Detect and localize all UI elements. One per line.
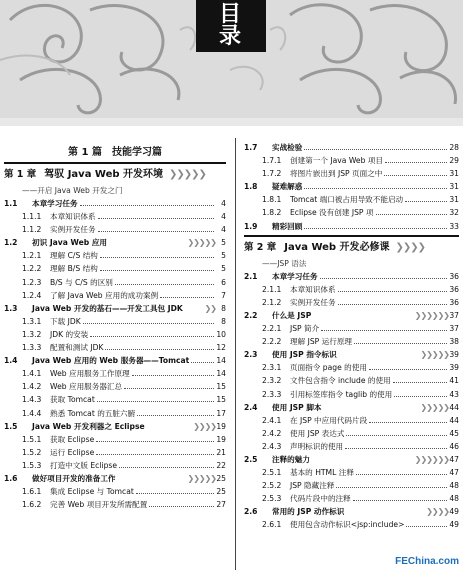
page-number: 33 bbox=[449, 221, 459, 231]
entry-number: 1.7.1 bbox=[262, 156, 282, 166]
toc-subsection-entry[interactable] bbox=[4, 262, 226, 275]
dot-leader bbox=[394, 396, 447, 397]
entry-title: 使用 JSP 表达式 bbox=[290, 428, 345, 438]
entry-title: Java Web 开发利器之 Eclipse bbox=[32, 421, 145, 431]
entry-number: 1.3.2 bbox=[22, 329, 42, 339]
chevrons-icon: ❯❯❯❯❯ bbox=[187, 238, 216, 248]
dot-leader bbox=[376, 214, 448, 215]
page-number: 49 bbox=[449, 520, 459, 530]
page-number: 28 bbox=[449, 143, 459, 152]
entry-title: 配置和测试 JDK bbox=[50, 343, 104, 353]
chapter-title: 驾驭 Java Web 开发环境 bbox=[44, 169, 164, 180]
entry-title: Web 应用服务器汇总 bbox=[50, 382, 123, 392]
entry-number: 1.7.2 bbox=[262, 169, 282, 179]
entry-title: 初识 Java Web 应用 bbox=[32, 238, 108, 248]
page-number: 31 bbox=[449, 182, 459, 192]
entry-number: 1.1.1 bbox=[22, 212, 42, 222]
entry-number: 1.5.1 bbox=[22, 434, 42, 444]
page-number: 27 bbox=[216, 500, 226, 510]
entry-title: Web 应用服务工作原理 bbox=[50, 369, 130, 379]
entry-number: 2.4.3 bbox=[262, 441, 282, 451]
entry-title: 注释的魅力 bbox=[272, 454, 310, 464]
toc-subsection-entry[interactable] bbox=[4, 367, 226, 380]
page-number: 48 bbox=[449, 494, 459, 504]
page-number: 47 bbox=[449, 454, 459, 464]
dot-leader bbox=[132, 375, 214, 376]
toc-subsection-entry[interactable] bbox=[244, 374, 459, 387]
toc-subsection-entry[interactable] bbox=[244, 167, 459, 180]
page-number: 5 bbox=[221, 238, 226, 248]
toc-subsection-entry[interactable] bbox=[4, 341, 226, 354]
dot-leader bbox=[119, 467, 214, 468]
page-number: 17 bbox=[216, 408, 226, 418]
toc-subsection-entry[interactable] bbox=[4, 249, 226, 262]
toc-section-entry[interactable] bbox=[244, 401, 459, 414]
dot-leader bbox=[369, 369, 447, 370]
page-number: 46 bbox=[449, 441, 459, 451]
dot-leader bbox=[321, 330, 447, 331]
page-number: 4 bbox=[221, 199, 226, 208]
entry-number: 2.1.2 bbox=[262, 297, 282, 307]
dot-leader bbox=[83, 323, 214, 324]
entry-number: 2.1 bbox=[244, 271, 258, 281]
entry-number: 1.5.3 bbox=[22, 460, 42, 470]
entry-title: 精彩回顾 bbox=[272, 221, 303, 231]
page-number: 37 bbox=[449, 324, 459, 334]
toc-subsection-entry[interactable] bbox=[4, 459, 226, 472]
page-number: 15 bbox=[216, 395, 226, 405]
entry-title: 声明标识的使用 bbox=[290, 441, 344, 451]
toc-list bbox=[244, 270, 459, 532]
entry-title: 将图片嵌出到 JSP 页面之中 bbox=[290, 169, 383, 179]
entry-title: 实例开发任务 bbox=[50, 225, 96, 235]
page-number: 37 bbox=[449, 310, 459, 320]
page-number: 36 bbox=[449, 297, 459, 307]
toc-subsection-entry[interactable] bbox=[4, 315, 226, 328]
toc-section-entry[interactable] bbox=[244, 505, 459, 518]
page-number: 15 bbox=[216, 382, 226, 392]
entry-title: 在 JSP 中应用代码片段 bbox=[290, 415, 368, 425]
entry-title: 创建第一个 Java Web 项目 bbox=[290, 156, 383, 166]
entry-title: 使用 JSP 脚本 bbox=[272, 402, 322, 412]
dot-leader bbox=[345, 448, 447, 449]
page-number: 32 bbox=[449, 208, 459, 218]
column-divider bbox=[235, 138, 236, 570]
dot-leader bbox=[384, 175, 447, 176]
entry-number: 1.1 bbox=[4, 199, 18, 208]
entry-title: 打造中文版 Eclipse bbox=[50, 460, 118, 470]
page-number: 5 bbox=[221, 264, 226, 274]
toc-subsection-entry[interactable] bbox=[4, 393, 226, 406]
toc-section-entry[interactable] bbox=[244, 141, 459, 154]
entry-number: 2.5.1 bbox=[262, 468, 282, 478]
page-number: 39 bbox=[449, 363, 459, 373]
toc-subsection-entry[interactable] bbox=[4, 380, 226, 393]
dot-leader bbox=[96, 441, 214, 442]
entry-number: 2.2 bbox=[244, 310, 258, 320]
toc-section-entry[interactable] bbox=[244, 180, 459, 193]
chevrons-icon: ❯❯❯❯❯❯ bbox=[414, 310, 449, 320]
entry-title: 获取 Tomcat bbox=[50, 395, 95, 405]
entry-number: 2.6 bbox=[244, 507, 258, 517]
page-title: 目录 bbox=[196, 0, 266, 52]
page-number: 44 bbox=[449, 415, 459, 425]
entry-number: 2.3 bbox=[244, 350, 258, 360]
page-number: 12 bbox=[216, 343, 226, 353]
toc-subsection-entry[interactable] bbox=[244, 283, 459, 296]
entry-title: 本章学习任务 bbox=[32, 199, 78, 208]
dot-leader bbox=[338, 291, 447, 292]
entry-title: 本章知识体系 bbox=[290, 284, 336, 294]
entry-number: 1.6.1 bbox=[22, 487, 42, 497]
entry-number: 2.4 bbox=[244, 402, 258, 412]
toc-subsection-entry[interactable] bbox=[4, 328, 226, 341]
toc-section-entry[interactable] bbox=[4, 472, 226, 485]
entry-number: 2.5 bbox=[244, 454, 258, 464]
toc-subsection-entry[interactable] bbox=[244, 193, 459, 206]
page-number: 8 bbox=[221, 316, 226, 326]
page-number: 19 bbox=[216, 434, 226, 444]
entry-title: 使用包含动作标识<jsp:include> bbox=[290, 520, 405, 530]
dot-leader bbox=[338, 304, 447, 305]
dot-leader bbox=[160, 297, 214, 298]
entry-number: 1.2.3 bbox=[22, 277, 42, 287]
entry-number: 2.3.3 bbox=[262, 389, 282, 399]
entry-title: 完善 Web 项目开发所需配置 bbox=[50, 500, 148, 510]
toc-subsection-entry[interactable] bbox=[244, 388, 459, 401]
toc-subsection-entry[interactable] bbox=[244, 518, 459, 531]
entry-title: 文件包含指令 include 的使用 bbox=[290, 376, 391, 386]
entry-title: 下载 JDK bbox=[50, 316, 81, 326]
entry-number: 1.2.1 bbox=[22, 251, 42, 261]
dot-leader bbox=[406, 526, 447, 527]
toc-subsection-entry[interactable] bbox=[4, 446, 226, 459]
toc-section-entry[interactable] bbox=[244, 348, 459, 361]
page-number: 19 bbox=[216, 421, 226, 431]
toc-subsection-entry[interactable] bbox=[244, 206, 459, 219]
dot-leader bbox=[100, 257, 214, 258]
dot-leader bbox=[80, 205, 214, 206]
dot-leader bbox=[149, 506, 214, 507]
chapter-1-heading[interactable] bbox=[4, 162, 226, 197]
entry-number: 1.3.1 bbox=[22, 316, 42, 326]
chevrons-icon: ❯❯❯❯❯ bbox=[187, 473, 216, 483]
entry-number: 2.6.1 bbox=[262, 520, 282, 530]
dot-leader bbox=[393, 382, 447, 383]
page-number: 8 bbox=[221, 303, 226, 313]
entry-title: JSP 简介 bbox=[290, 324, 320, 334]
dot-leader bbox=[105, 349, 214, 350]
dot-leader bbox=[191, 362, 214, 363]
toc-subsection-entry[interactable] bbox=[244, 322, 459, 335]
page-number: 47 bbox=[449, 468, 459, 478]
entry-title: 代码片段中的注释 bbox=[290, 494, 351, 504]
entry-title: 使用 JSP 指令标识 bbox=[272, 350, 337, 360]
entry-number: 2.5.3 bbox=[262, 494, 282, 504]
page-number: 29 bbox=[449, 156, 459, 166]
page-number: 14 bbox=[216, 369, 226, 379]
toc-subsection-entry[interactable] bbox=[244, 479, 459, 492]
toc-subsection-entry[interactable] bbox=[4, 407, 226, 420]
entry-number: 1.5.2 bbox=[22, 447, 42, 457]
dot-leader bbox=[353, 500, 447, 501]
dot-leader bbox=[320, 278, 447, 279]
page-number: 48 bbox=[449, 481, 459, 491]
toc-section-entry[interactable] bbox=[4, 197, 226, 210]
toc-subsection-entry[interactable] bbox=[244, 492, 459, 505]
entry-title: 实例开发任务 bbox=[290, 297, 336, 307]
entry-title: 运行 Eclipse bbox=[50, 447, 95, 457]
entry-number: 1.2 bbox=[4, 238, 18, 248]
toc-section-entry[interactable] bbox=[4, 236, 226, 249]
entry-number: 2.2.1 bbox=[262, 324, 282, 334]
dot-leader bbox=[356, 474, 447, 475]
chevrons-icon: ❯❯❯❯❯ bbox=[169, 169, 206, 180]
dot-leader bbox=[304, 188, 447, 189]
page-number: 4 bbox=[221, 225, 226, 235]
entry-title: 获取 Eclipse bbox=[50, 434, 95, 444]
entry-number: 1.6.2 bbox=[22, 500, 42, 510]
toc-subsection-entry[interactable] bbox=[244, 440, 459, 453]
page-number: 10 bbox=[216, 329, 226, 339]
entry-number: 1.9 bbox=[244, 221, 258, 231]
entry-number: 1.1.2 bbox=[22, 225, 42, 235]
entry-number: 1.4.4 bbox=[22, 408, 42, 418]
toc-subsection-entry[interactable] bbox=[4, 223, 226, 236]
toc-section-entry[interactable] bbox=[4, 302, 226, 315]
chapter-number: 第 2 章 bbox=[244, 241, 277, 253]
chevrons-icon: ❯❯❯❯ bbox=[193, 421, 216, 431]
toc-section-entry[interactable] bbox=[244, 453, 459, 466]
dot-leader bbox=[346, 435, 447, 436]
page-number: 21 bbox=[216, 447, 226, 457]
dot-leader bbox=[304, 228, 447, 229]
toc-section-entry[interactable] bbox=[244, 309, 459, 322]
entry-title: Java Web 开发的基石——开发工具包 JDK bbox=[32, 303, 183, 313]
chapter-title: Java Web 开发必修课 bbox=[284, 241, 390, 253]
chapter-subtitle: ——JSP 语法 bbox=[262, 258, 307, 268]
dot-leader bbox=[98, 218, 214, 219]
page-number: 4 bbox=[221, 212, 226, 222]
toc-subsection-entry[interactable] bbox=[4, 433, 226, 446]
entry-number: 1.4.1 bbox=[22, 369, 42, 379]
entry-title: 做好项目开发的准备工作 bbox=[32, 473, 116, 483]
entry-number: 2.5.2 bbox=[262, 481, 282, 491]
entry-number: 2.2.2 bbox=[262, 337, 282, 347]
toc-list bbox=[4, 197, 226, 511]
entry-title: 理解 B/S 结构 bbox=[50, 264, 98, 274]
chevrons-icon: ❯❯❯❯ bbox=[395, 241, 426, 253]
entry-title: 常用的 JSP 动作标识 bbox=[272, 507, 345, 517]
toc-subsection-entry[interactable] bbox=[4, 210, 226, 223]
entry-title: JDK 的安装 bbox=[50, 329, 89, 339]
dot-leader bbox=[96, 454, 214, 455]
entry-number: 1.4.2 bbox=[22, 382, 42, 392]
dot-leader bbox=[304, 149, 447, 150]
dot-leader bbox=[90, 336, 214, 337]
entry-title: 集成 Eclipse 与 Tomcat bbox=[50, 487, 134, 497]
toc-subsection-entry[interactable] bbox=[244, 466, 459, 479]
page-number: 25 bbox=[216, 473, 226, 483]
page-number: 14 bbox=[216, 356, 226, 366]
page-number: 49 bbox=[449, 507, 459, 517]
dot-leader bbox=[97, 401, 214, 402]
dot-leader bbox=[98, 231, 214, 232]
page-number: 39 bbox=[449, 350, 459, 360]
entry-title: Java Web 应用的 Web 服务器——Tomcat bbox=[32, 356, 190, 366]
page-number: 6 bbox=[221, 277, 226, 287]
page-number: 31 bbox=[449, 169, 459, 179]
page-number: 22 bbox=[216, 460, 226, 470]
toc-left-column bbox=[4, 138, 226, 511]
chapter-number: 第 1 章 bbox=[4, 169, 37, 180]
entry-title: 实战检验 bbox=[272, 143, 303, 152]
chevrons-icon: ❯❯❯❯❯ bbox=[420, 402, 449, 412]
page-number: 38 bbox=[449, 337, 459, 347]
dot-leader bbox=[100, 270, 214, 271]
entry-title: B/S 与 C/S 的区别 bbox=[50, 277, 113, 287]
toc-subsection-entry[interactable] bbox=[4, 498, 226, 511]
dot-leader bbox=[369, 422, 447, 423]
entry-title: 引用标签库指令 taglib 的使用 bbox=[290, 389, 393, 399]
chevrons-icon: ❯❯❯❯❯ bbox=[420, 350, 449, 360]
entry-title: Tomcat 端口被占用导致不能启动 bbox=[290, 195, 404, 205]
entry-number: 2.4.1 bbox=[262, 415, 282, 425]
watermark: FEChina.com bbox=[395, 556, 459, 567]
toc-subsection-entry[interactable] bbox=[244, 361, 459, 374]
chapter-subtitle: ——开启 Java Web 开发之门 bbox=[22, 186, 123, 195]
toc-subsection-entry[interactable] bbox=[244, 296, 459, 309]
page-number: 44 bbox=[449, 402, 459, 412]
dot-leader bbox=[137, 415, 214, 416]
dot-leader bbox=[385, 162, 447, 163]
dot-leader bbox=[136, 493, 214, 494]
toc-subsection-entry[interactable] bbox=[244, 154, 459, 167]
entry-number: 1.8.1 bbox=[262, 195, 282, 205]
entry-number: 1.2.2 bbox=[22, 264, 42, 274]
toc-subsection-entry[interactable] bbox=[244, 427, 459, 440]
entry-title: 本章学习任务 bbox=[272, 271, 318, 281]
dot-leader bbox=[405, 201, 447, 202]
entry-number: 2.4.2 bbox=[262, 428, 282, 438]
page-number: 45 bbox=[449, 428, 459, 438]
entry-title: 理解 C/S 结构 bbox=[50, 251, 98, 261]
chevrons-icon: ❯❯❯❯ bbox=[426, 507, 449, 517]
entry-number: 1.8 bbox=[244, 182, 258, 192]
entry-title: 本章知识体系 bbox=[50, 212, 96, 222]
entry-number: 1.5 bbox=[4, 421, 18, 431]
entry-title: Eclipse 没有创建 JSP 项 bbox=[290, 208, 374, 218]
toc-right-column bbox=[244, 141, 459, 532]
entry-number: 1.3.3 bbox=[22, 343, 42, 353]
entry-number: 1.2.4 bbox=[22, 290, 42, 300]
entry-title: 疑难解惑 bbox=[272, 182, 303, 192]
dot-leader bbox=[336, 487, 447, 488]
page-number: 7 bbox=[221, 290, 226, 300]
toc-subsection-entry[interactable] bbox=[4, 485, 226, 498]
toc-subsection-entry[interactable] bbox=[4, 289, 226, 302]
entry-number: 1.7 bbox=[244, 143, 258, 152]
toc-section-entry[interactable] bbox=[244, 220, 459, 233]
entry-number: 1.4 bbox=[4, 356, 18, 366]
entry-title: 了解 Java Web 应用的成功案例 bbox=[50, 290, 159, 300]
toc-subsection-entry[interactable] bbox=[244, 335, 459, 348]
entry-title: 理解 JSP 运行原理 bbox=[290, 337, 353, 347]
toc-section-entry[interactable] bbox=[4, 354, 226, 367]
dot-leader bbox=[124, 388, 214, 389]
dot-leader bbox=[115, 284, 214, 285]
chevrons-icon: ❯❯ bbox=[204, 303, 216, 313]
chapter-2-heading[interactable] bbox=[244, 235, 459, 270]
entry-title: 基本的 HTML 注释 bbox=[290, 468, 354, 478]
entry-number: 1.3 bbox=[4, 303, 18, 313]
toc-list bbox=[244, 141, 459, 233]
banner-band bbox=[0, 118, 463, 126]
entry-number: 2.3.1 bbox=[262, 363, 282, 373]
toc-section-entry[interactable] bbox=[244, 270, 459, 283]
page-number: 5 bbox=[221, 251, 226, 261]
entry-title: 什么是 JSP bbox=[272, 310, 312, 320]
page-number: 41 bbox=[449, 376, 459, 386]
page-number: 36 bbox=[449, 284, 459, 294]
toc-section-entry[interactable] bbox=[4, 420, 226, 433]
entry-number: 2.1.1 bbox=[262, 284, 282, 294]
entry-title: 熟悉 Tomcat 的五脏六腑 bbox=[50, 408, 136, 418]
entry-title: 页面指令 page 的使用 bbox=[290, 363, 367, 373]
entry-number: 2.3.2 bbox=[262, 376, 282, 386]
page-number: 43 bbox=[449, 389, 459, 399]
page-number: 31 bbox=[449, 195, 459, 205]
page-number: 36 bbox=[449, 271, 459, 281]
entry-number: 1.6 bbox=[4, 473, 18, 483]
entry-number: 1.8.2 bbox=[262, 208, 282, 218]
entry-title: JSP 隐藏注释 bbox=[290, 481, 335, 491]
part-title: 第 1 篇 技能学习篇 bbox=[68, 147, 162, 158]
page-number: 25 bbox=[216, 487, 226, 497]
chevrons-icon: ❯❯❯❯❯❯ bbox=[414, 454, 449, 464]
header-banner bbox=[0, 0, 463, 118]
entry-number: 1.4.3 bbox=[22, 395, 42, 405]
toc-subsection-entry[interactable] bbox=[4, 276, 226, 289]
dot-leader bbox=[354, 343, 447, 344]
toc-subsection-entry[interactable] bbox=[244, 414, 459, 427]
